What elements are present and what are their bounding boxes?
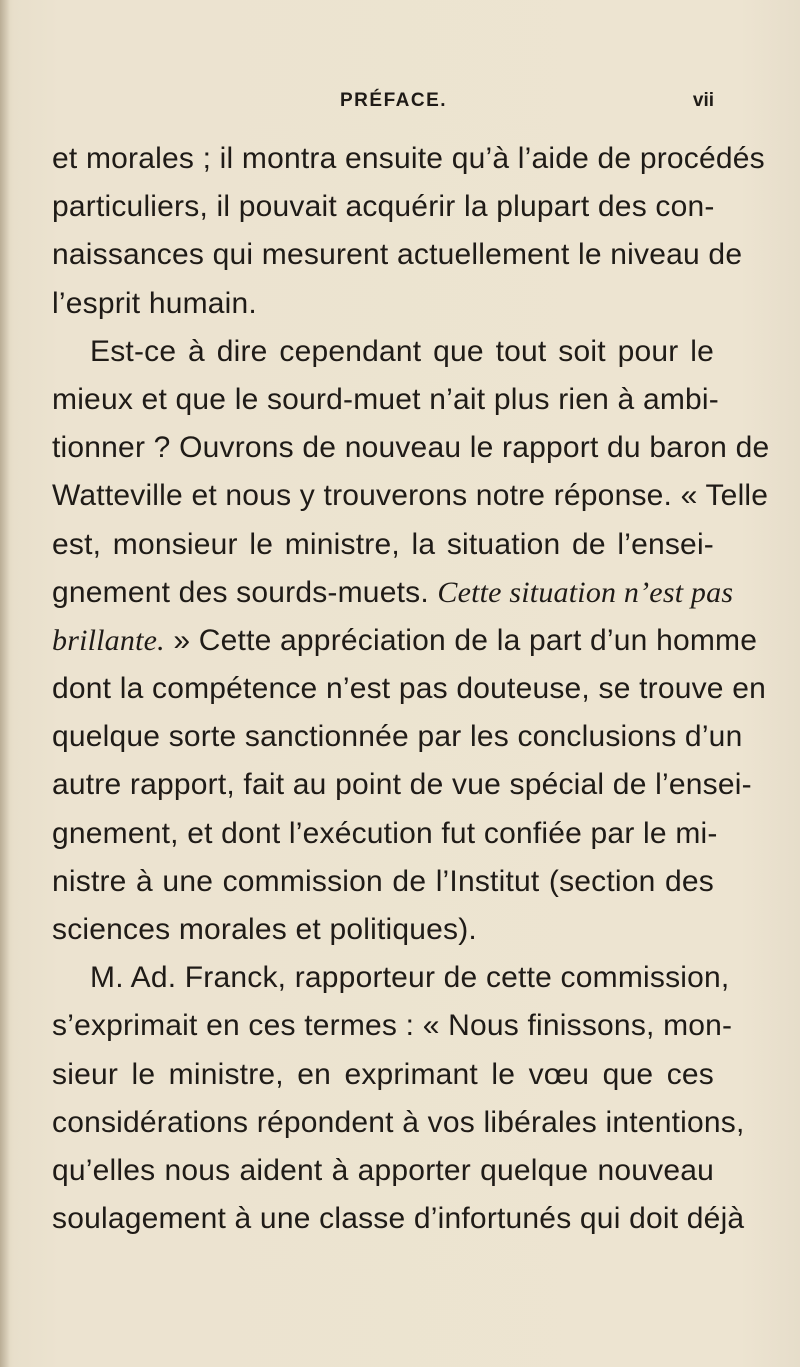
text-run: gnement des sourds-muets. bbox=[52, 575, 438, 609]
text-line: quelque sorte sanctionnée par les conclusions d’un bbox=[52, 720, 743, 754]
text-line: soulagement à une classe d’infortunés qui doit déjà bbox=[52, 1202, 745, 1236]
text-line: s’exprimait en ces termes : « Nous finissons, mon- bbox=[52, 1009, 733, 1043]
text-run: » Cette appréciation de la part d’un homme bbox=[164, 623, 758, 657]
page-number: vii bbox=[692, 90, 714, 111]
text-line: et morales ; il montra ensuite qu’à l’aide de procédés bbox=[52, 142, 765, 175]
text-line: est, monsieur le ministre, la situation de l’ensei- bbox=[52, 527, 714, 561]
text-line: M. Ad. Franck, rapporteur de cette commission, bbox=[90, 961, 730, 995]
text-line: qu’elles nous aident à apporter quelque nouveau bbox=[52, 1153, 714, 1187]
text-line: nistre à une commission de l’Institut (section des bbox=[52, 864, 714, 898]
body-text bbox=[52, 135, 770, 1243]
text-line: gnement, et dont l’exécution fut confiée par le mi- bbox=[52, 816, 718, 850]
binding-shadow bbox=[0, 0, 10, 1367]
text-line: l’esprit humain. bbox=[52, 286, 257, 320]
text-line: sciences morales et politiques). bbox=[52, 913, 477, 946]
text-line: Watteville et nous y trouverons notre réponse. « Telle bbox=[52, 479, 769, 513]
page-header bbox=[52, 90, 714, 120]
italic-run: brillante. bbox=[52, 623, 165, 657]
text-line: sieur le ministre, en exprimant le vœu que ces bbox=[52, 1057, 714, 1091]
text-line: autre rapport, fait au point de vue spécial de l’ensei- bbox=[52, 768, 752, 802]
running-head: PRÉFACE. bbox=[340, 90, 448, 111]
text-line: tionner ? Ouvrons de nouveau le rapport du baron de bbox=[52, 431, 770, 465]
text-line: Est-ce à dire cependant que tout soit pour le bbox=[90, 334, 714, 368]
text-line: dont la compétence n’est pas douteuse, se trouve en bbox=[52, 672, 766, 706]
text-line bbox=[52, 569, 734, 617]
text-line bbox=[52, 617, 758, 665]
text-line: naissances qui mesurent actuellement le niveau de bbox=[52, 238, 743, 272]
text-line: considérations répondent à vos libérales intentions, bbox=[52, 1105, 745, 1139]
italic-run: Cette situation n’est pas bbox=[437, 575, 734, 609]
text-line: mieux et que le sourd-muet n’ait plus rien à ambi- bbox=[52, 382, 719, 416]
text-line: particuliers, il pouvait acquérir la plupart des con- bbox=[52, 190, 715, 224]
